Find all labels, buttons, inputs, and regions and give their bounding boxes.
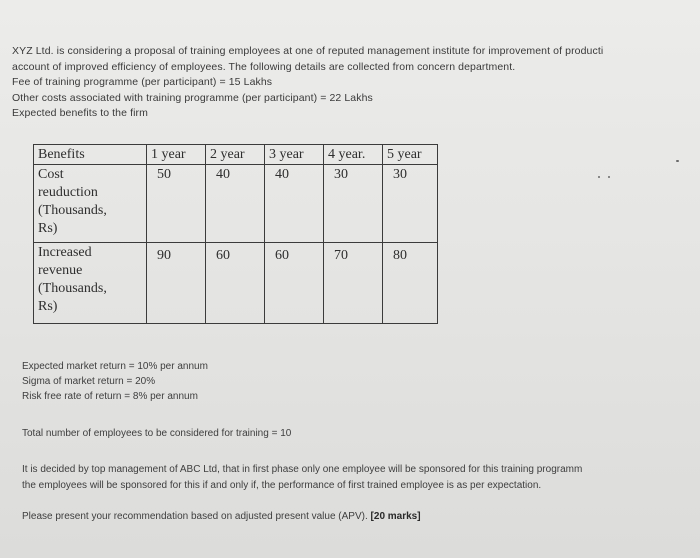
label-line: Cost xyxy=(38,167,64,182)
table-cell: 90 xyxy=(147,243,206,324)
label-line: (Thousands, xyxy=(38,281,107,296)
stray-mark xyxy=(598,176,600,178)
row-label-cost-reduction xyxy=(34,165,147,243)
table-cell: 40 xyxy=(206,165,265,243)
stray-mark xyxy=(676,160,679,162)
header-year-5: 5 year xyxy=(383,145,438,165)
label-line: Increased xyxy=(38,245,92,260)
label-line: revenue xyxy=(38,263,83,278)
table-cell: 40 xyxy=(265,165,324,243)
market-line: Expected market return = 10% per annum xyxy=(22,361,208,372)
row-label-increased-revenue xyxy=(34,243,147,324)
benefits-table xyxy=(33,144,438,324)
intro-line: XYZ Ltd. is considering a proposal of training employees at one of reputed management institute for improvement of producti xyxy=(12,45,604,57)
label-line: Rs) xyxy=(38,299,58,314)
label-line: (Thousands, xyxy=(38,203,107,218)
market-assumptions xyxy=(22,359,208,404)
decision-line: It is decided by top management of ABC Ltd, that in first phase only one employee will be sponsored for this training programm xyxy=(22,464,583,475)
table-row-cost-reduction xyxy=(34,165,438,243)
table-cell: 50 xyxy=(147,165,206,243)
question-marks: [20 marks] xyxy=(370,511,421,522)
question-text xyxy=(22,511,421,522)
table-cell: 30 xyxy=(383,165,438,243)
header-year-2: 2 year xyxy=(206,145,265,165)
stray-mark xyxy=(608,176,610,178)
table-cell: 70 xyxy=(324,243,383,324)
intro-line: account of improved efficiency of employees. The following details are collected from concern department. xyxy=(12,60,516,73)
label-line: Rs) xyxy=(38,221,58,236)
intro-line: Fee of training programme (per participant) = 15 Lakhs xyxy=(12,76,273,88)
header-year-1: 1 year xyxy=(147,145,206,165)
intro-line: Expected benefits to the firm xyxy=(12,107,148,119)
decision-paragraph xyxy=(22,462,700,494)
table-header-row xyxy=(34,145,438,165)
header-year-4: 4 year. xyxy=(324,145,383,165)
header-year-3: 3 year xyxy=(265,145,324,165)
table-row-increased-revenue xyxy=(34,243,438,324)
table-cell: 80 xyxy=(383,243,438,324)
intro-line: Other costs associated with training programme (per participant) = 22 Lakhs xyxy=(12,91,373,104)
market-line: Risk free rate of return = 8% per annum xyxy=(22,391,198,402)
employees-count-text: Total number of employees to be considered for training = 10 xyxy=(22,428,292,439)
market-line: Sigma of market return = 20% xyxy=(22,376,156,387)
question-body: Please present your recommendation based on adjusted present value (APV). xyxy=(22,511,368,522)
table-cell: 30 xyxy=(324,165,383,243)
label-line: reuduction xyxy=(38,185,98,200)
intro-paragraph xyxy=(12,44,700,122)
table-cell: 60 xyxy=(265,243,324,324)
decision-line: the employees will be sponsored for this if and only if, the performance of first trained employee is as per expectation. xyxy=(22,480,542,491)
header-benefits: Benefits xyxy=(34,145,147,165)
table-cell: 60 xyxy=(206,243,265,324)
